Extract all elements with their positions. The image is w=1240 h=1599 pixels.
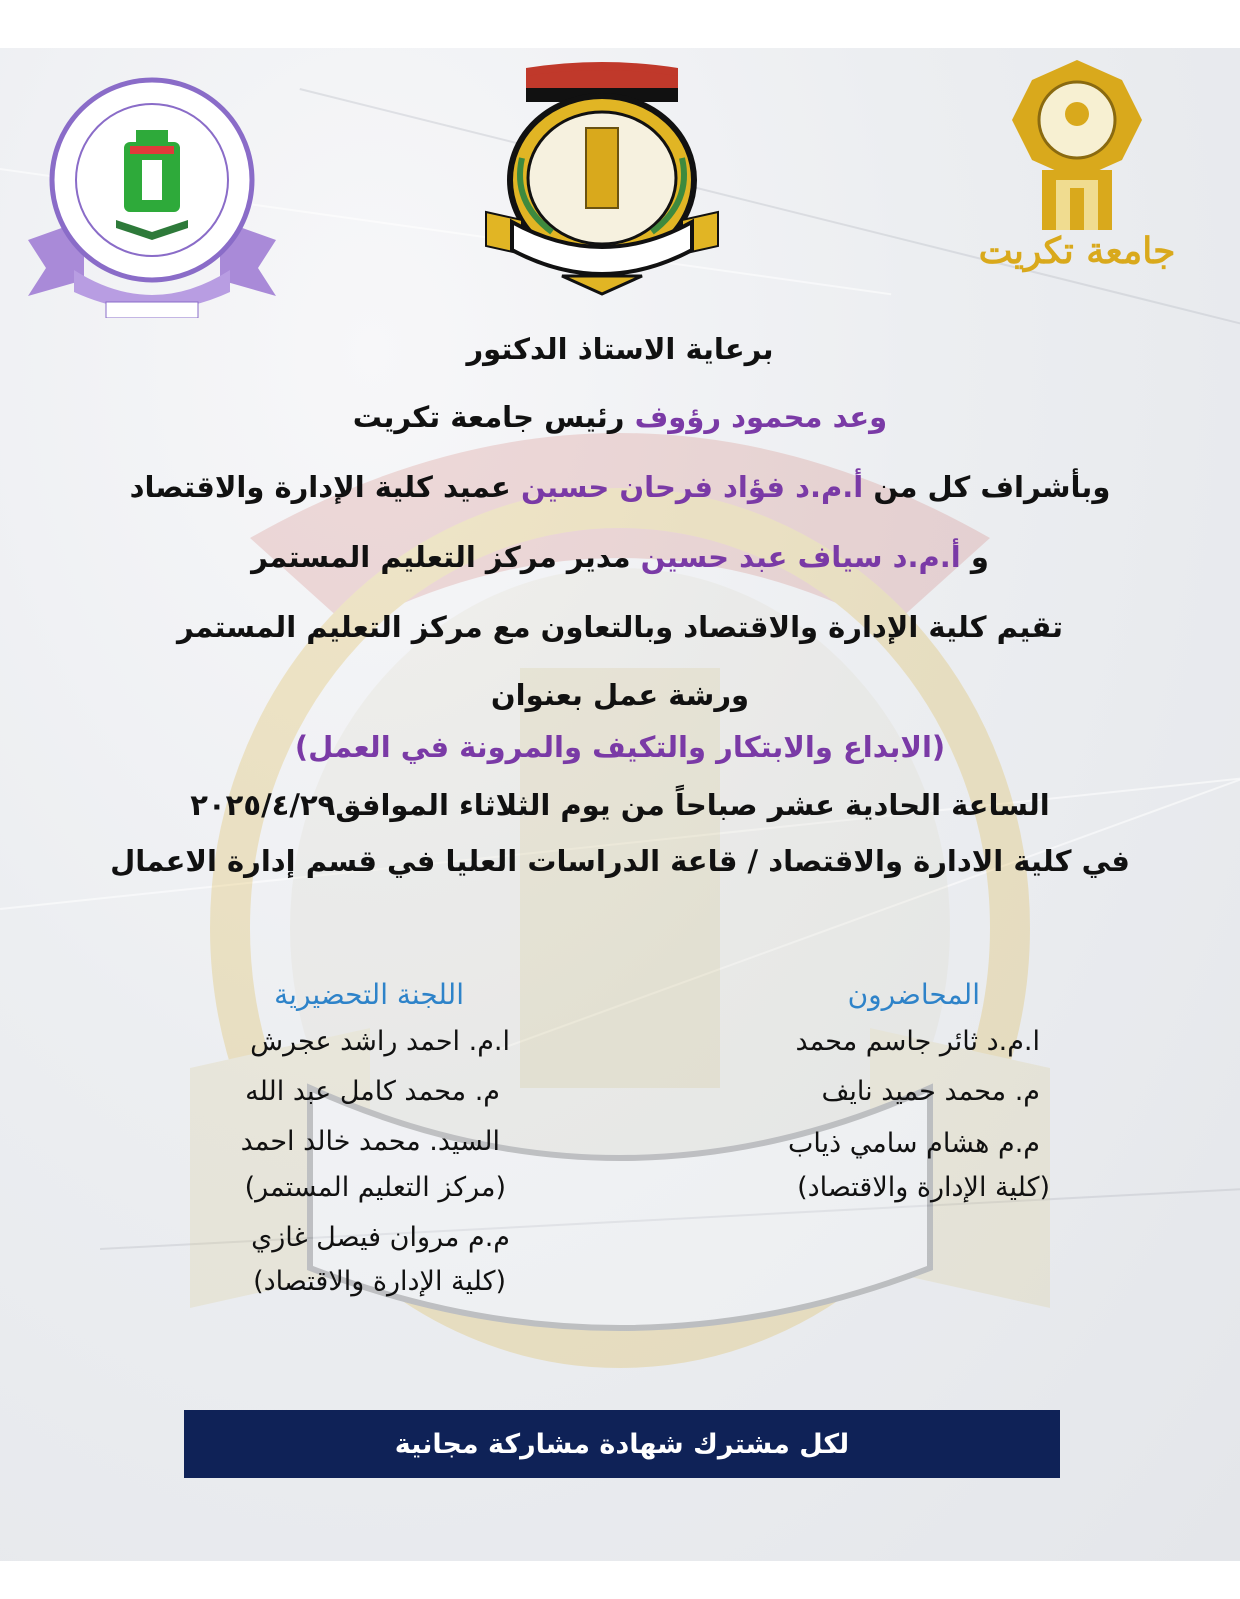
committee-item: م. محمد كامل عبد الله (245, 1076, 500, 1107)
president-name: وعد محمود رؤوف (634, 400, 888, 434)
lecturer-item: م.م هشام سامي ذياب (787, 1128, 1040, 1159)
director-title: مدير مركز التعليم المستمر (251, 540, 631, 574)
president-title: رئيس جامعة تكريت (352, 400, 625, 434)
dean-name: أ.م.د فؤاد فرحان حسين (520, 470, 864, 504)
supervision-prefix: وبأشراف كل من (873, 470, 1111, 504)
lecturer-item: م. محمد حميد نايف (821, 1076, 1040, 1107)
and-conjunction: و (970, 540, 989, 574)
president-line (0, 400, 1240, 434)
committee-affiliation: (مركز التعليم المستمر) (244, 1172, 506, 1203)
venue-line: في كلية الادارة والاقتصاد / قاعة الدراسات العليا في قسم إدارة الاعمال (110, 844, 1130, 878)
tikrit-university-wordmark: جامعة تكريت (978, 230, 1176, 272)
workshop-title: (الابداع والابتكار والتكيف والمرونة في العمل) (294, 730, 946, 764)
poster (0, 48, 1240, 1561)
certificate-text: لكل مشترك شهادة مشاركة مجانية (394, 1428, 850, 1460)
certificate-banner (184, 1410, 1060, 1478)
committee-item: ا.م. احمد راشد عجرش (250, 1026, 510, 1057)
organizer-line: تقيم كلية الإدارة والاقتصاد وبالتعاون مع مركز التعليم المستمر (177, 610, 1063, 644)
committee-item: السيد. محمد خالد احمد (240, 1126, 500, 1157)
committee-title: اللجنة التحضيرية (274, 978, 464, 1011)
lecturer-affiliation: (كلية الإدارة والاقتصاد) (797, 1172, 1050, 1203)
director-line (0, 540, 1240, 574)
dean-title: عميد كلية الإدارة والاقتصاد (129, 470, 511, 504)
workshop-intro: ورشة عمل بعنوان (490, 678, 750, 712)
time-line: الساعة الحادية عشر صباحاً من يوم الثلاثاء الموافق٢٠٢٥/٤/٢٩ (190, 788, 1050, 822)
lecturers-title: المحاضرون (847, 978, 980, 1011)
lecturer-item: ا.م.د ثائر جاسم محمد (795, 1026, 1040, 1057)
patronage-line: برعاية الاستاذ الدكتور (466, 332, 774, 366)
poster-text-content (0, 48, 1240, 1561)
committee-affiliation: (كلية الإدارة والاقتصاد) (253, 1266, 506, 1297)
committee-item: م.م مروان فيصل غازي (251, 1222, 510, 1253)
director-name: أ.م.د سياف عبد حسين (640, 540, 961, 574)
dean-line (0, 470, 1240, 504)
